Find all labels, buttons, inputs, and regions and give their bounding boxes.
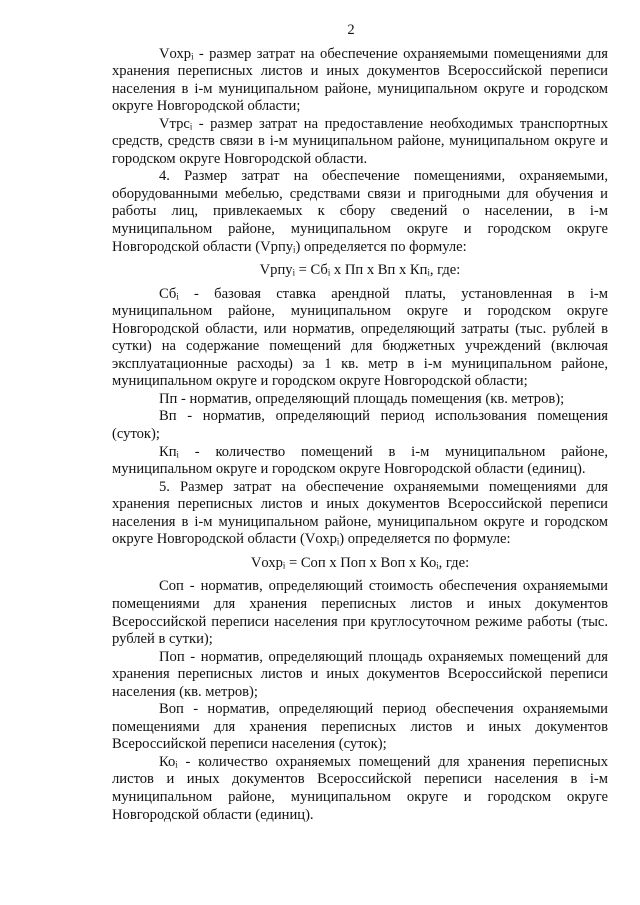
definition-sop: Соп - норматив, определяющий стоимость обеспечения охраняемыми помещениями для хранения переписных листов и иных документов Всероссийской переписи населения при круглосуточном режиме работы (тыс. рублей в сутки);	[112, 578, 608, 648]
definition-vop: Воп - норматив, определяющий период обеспечения охраняемыми помещениями для хранения переписных листов и иных документов Всероссийской переписи населения (суток);	[112, 701, 608, 753]
section-4-text: 4. Размер затрат на обеспечение помещениями, охраняемыми, оборудованными мебелью, средствами связи и пригодными для обучения и работы лиц, привлекаемых к сбору сведений о населении, в i-м муниципальном районе, муниципальном округе и городском округе Новгородской области (Vрпуᵢ) определяется по формуле:	[112, 168, 608, 255]
formula-v-ohr: Vохрᵢ = Соп х Поп х Воп х Коᵢ, где:	[250, 554, 470, 571]
definition-pp: Пп - норматив, определяющий площадь помещения (кв. метров);	[159, 390, 565, 407]
definition-pop: Поп - норматив, определяющий площадь охраняемых помещений для хранения переписных листов и иных документов Всероссийской переписи населения (кв. метров);	[112, 648, 608, 700]
page-number: 2	[347, 22, 355, 38]
definition-sb: Сбᵢ - базовая ставка арендной платы, установленная в i-м муниципальном районе, муниципальном округе и городском округе Новгородской области, или норматив, определяющий затраты (тыс. рублей в сутки) на содержание помещений для бюджетных учреждений (включая эксплуатационные расходы) за 1 кв. метр в i-м муниципальном районе, муниципальном округе и городском округе Новгородской области;	[112, 285, 608, 390]
definition-kp: Кпᵢ - количество помещений в i-м муниципальном районе, муниципальном округе и городском округе Новгородской области (единиц).	[112, 443, 608, 478]
section-5-text: 5. Размер затрат на обеспечение охраняемыми помещениями для хранения переписных листов и иных документов Всероссийской переписи населения в i-м муниципальном районе, муниципальном округе и городском округе Новгородской области (Vохрᵢ) определяется по формуле:	[112, 478, 608, 548]
definition-v-ohr: Vохрᵢ - размер затрат на обеспечение охраняемыми помещениями для хранения переписных листов и иных документов Всероссийской переписи населения в i-м муниципальном районе, муниципальном округе и городском округе Новгородской области;	[112, 45, 608, 115]
definition-vp: Вп - норматив, определяющий период использования помещения (суток);	[112, 408, 608, 443]
formula-v-rpu: Vрпуᵢ = Сбᵢ х Пп х Вп х Кпᵢ, где:	[259, 262, 461, 279]
definition-ko: Коᵢ - количество охраняемых помещений для хранения переписных листов и иных документов Всероссийской переписи населения в i-м муниципальном районе, муниципальном округе и городском округе Новгородской области (единиц).	[112, 753, 608, 823]
definition-v-trs: Vтрсᵢ - размер затрат на предоставление необходимых транспортных средств, средств связи в i-м муниципальном районе, муниципальном округе и городском округе Новгородской области.	[112, 115, 608, 167]
